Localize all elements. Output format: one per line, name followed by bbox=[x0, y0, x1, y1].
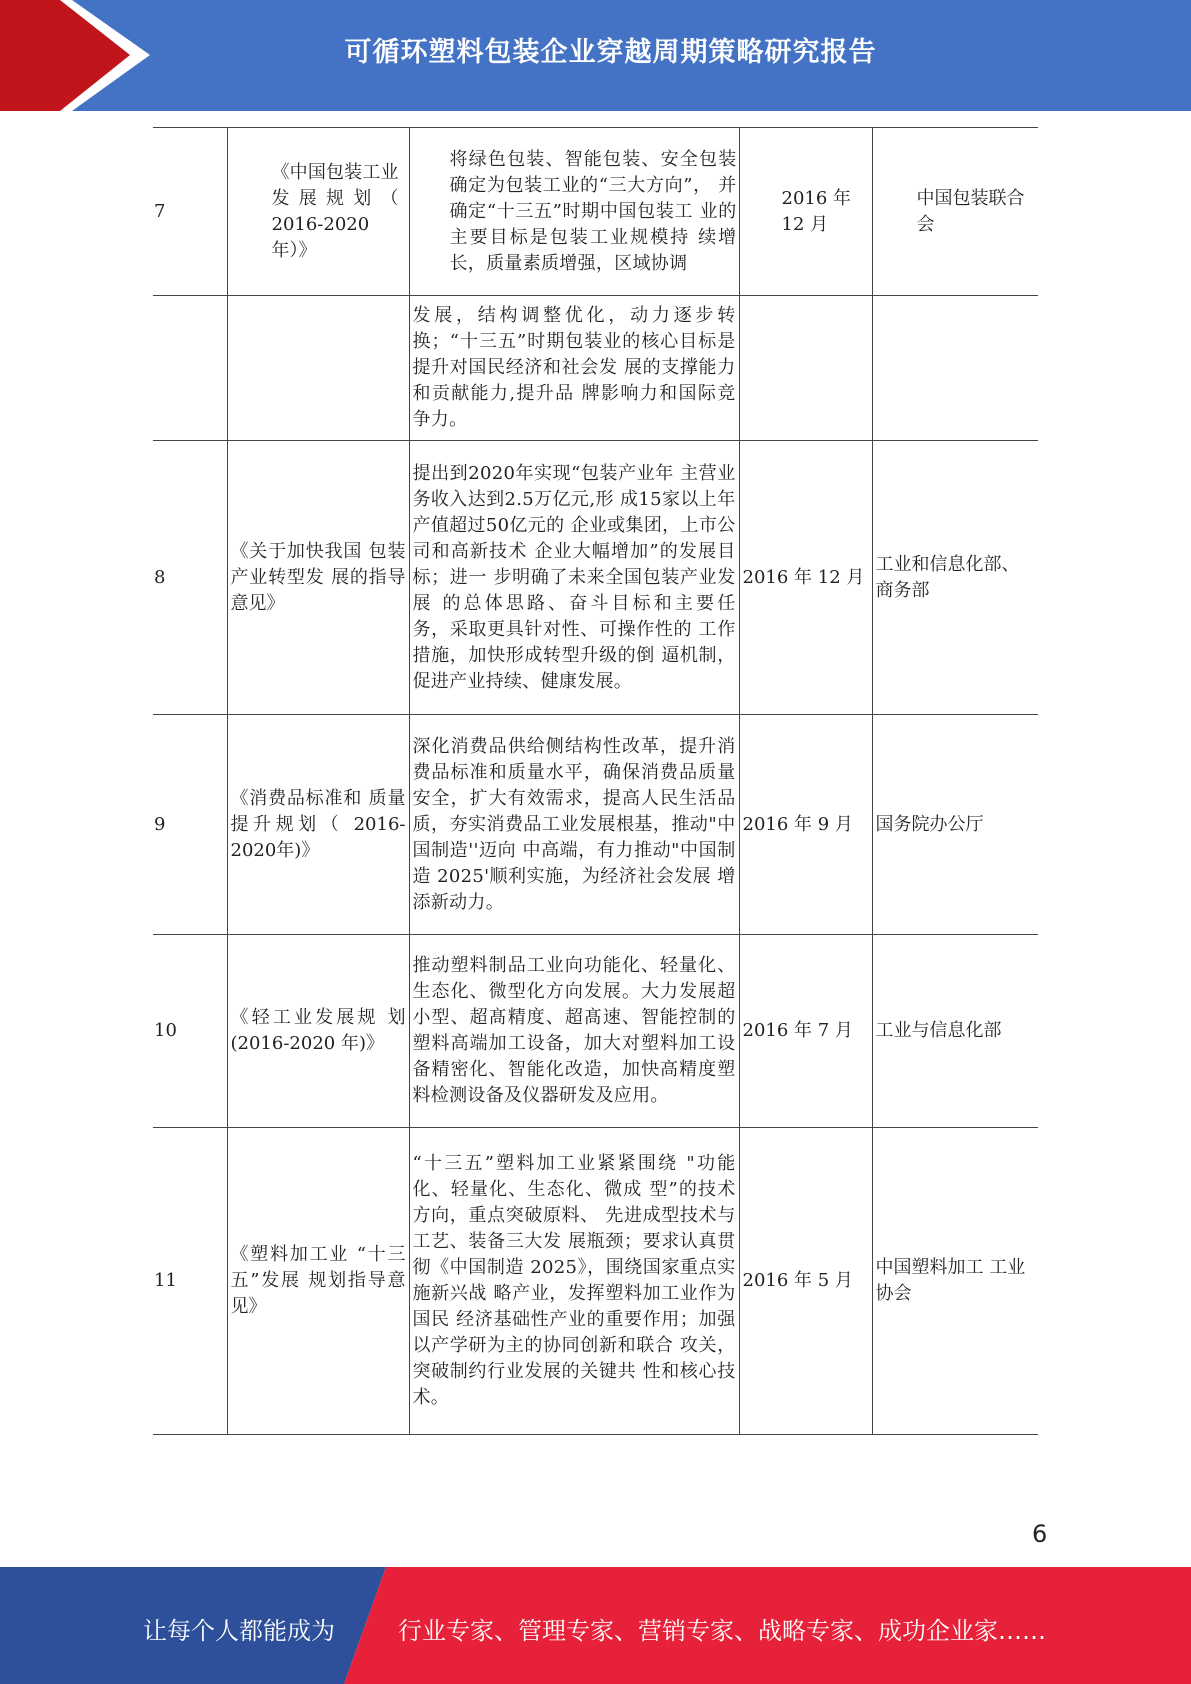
footer-slogan-right: 行业专家、管理专家、营销专家、战略专家、成功企业家…… bbox=[398, 1617, 1046, 1645]
row-number: 8 bbox=[153, 441, 227, 715]
row-number: 9 bbox=[153, 715, 227, 935]
policy-content: 深化消费品供给侧结构性改革，提升消费品标准和质量水平，确保消费品质量安全，扩大有效需求，提高人民生活品质，夯实消费品工业发展根基，推动"中国制造''迈向 中高端，有力推动"中国制造 2025'顺利实施，为经济社会发展 增添新动力。 bbox=[409, 715, 739, 935]
row-number: 11 bbox=[153, 1128, 227, 1435]
policy-content: 发展，结构调整优化，动力逐步转换；“十三五”时期包装业的核心目标是提升对国民经济和社会发 展的支撑能力和贡献能力,提升品 牌影响力和国际竞争力。 bbox=[409, 296, 739, 441]
table-row bbox=[153, 441, 1038, 715]
table-row bbox=[153, 128, 1038, 296]
report-title: 可循环塑料包装企业穿越周期策略研究报告 bbox=[344, 37, 877, 68]
policy-content: 将绿色包装、智能包装、安全包装 确定为包装工业的“三大方向”， 并确定“十三五”时期中国包装工 业的主要目标是包装工业规模持 续增长，质量素质增强，区域协调 bbox=[409, 128, 739, 296]
row-number: 7 bbox=[153, 128, 227, 296]
row-number bbox=[153, 296, 227, 441]
table-row bbox=[153, 296, 1038, 441]
issue-date: 2016 年 9 月 bbox=[739, 715, 872, 935]
issue-date bbox=[739, 296, 872, 441]
row-number: 10 bbox=[153, 935, 227, 1128]
issue-date: 2016 年 12 月 bbox=[739, 128, 872, 296]
page-header bbox=[0, 0, 1191, 111]
policy-table bbox=[153, 127, 1038, 1435]
policy-name: 《塑料加工业 “十三五”发展 规划指导意见》 bbox=[227, 1128, 409, 1435]
policy-content: 提出到2020年实现“包装产业年 主营业务收入达到2.5万亿元,形 成15家以上年产值超过50亿元的 企业或集团，上市公司和高新技术 企业大幅增加”的发展目标；进一 步明确了未来全国包装产业发展 的总体思路、奋斗目标和主要任 务，采取更具针对性、可操作性的 工作措施，加快形成转型升级的倒 逼机制，促进产业持续、健康发展。 bbox=[409, 441, 739, 715]
issuing-org bbox=[872, 296, 1038, 441]
issue-date: 2016 年 5 月 bbox=[739, 1128, 872, 1435]
issuing-org: 工业与信息化部 bbox=[872, 935, 1038, 1128]
policy-name: 《消费品标准和 质量提升规划（ 2016-2020年)》 bbox=[227, 715, 409, 935]
policy-content: 推动塑料制品工业向功能化、轻量化、生态化、微型化方向发展。大力发展超小型、超髙精度、超髙速、智能控制的塑料高端加工设备，加大对塑料加工设备精密化、智能化改造，加快高精度塑料检测设备及仪器研发及应用。 bbox=[409, 935, 739, 1128]
policy-name: 《关于加快我国 包装产业转型发 展的指导意见》 bbox=[227, 441, 409, 715]
page-number: 6 bbox=[1032, 1520, 1048, 1548]
footer-slogan-left: 让每个人都能成为 bbox=[143, 1617, 335, 1645]
issuing-org: 中国包装联合会 bbox=[872, 128, 1038, 296]
issuing-org: 中国塑料加工 工业协会 bbox=[872, 1128, 1038, 1435]
issuing-org: 国务院办公厅 bbox=[872, 715, 1038, 935]
issue-date: 2016 年 7 月 bbox=[739, 935, 872, 1128]
policy-name bbox=[227, 296, 409, 441]
issue-date: 2016 年 12 月 bbox=[739, 441, 872, 715]
table-row bbox=[153, 935, 1038, 1128]
page-footer bbox=[0, 1567, 1191, 1684]
policy-content: “十三五”塑料加工业紧紧围绕 "功能化、轻量化、生态化、微成 型”的技术方向，重点突破原料、 先进成型技术与工艺、装备三大发 展瓶颈；要求认真贯彻《中国制造 2025》，围绕国家重点实施新兴战 略产业，发挥塑料加工业作为国民 经济基础性产业的重要作用；加强 以产学研为主的协同创新和联合 攻关，突破制约行业发展的关键共 性和核心技术。 bbox=[409, 1128, 739, 1435]
policy-name: 《轻工业发展规 划(2016-2020 年)》 bbox=[227, 935, 409, 1128]
table-row bbox=[153, 715, 1038, 935]
table-row bbox=[153, 1128, 1038, 1435]
policy-name: 《中国包装工业 发展规划（ 2016-2020年）》 bbox=[227, 128, 409, 296]
issuing-org: 工业和信息化部、商务部 bbox=[872, 441, 1038, 715]
